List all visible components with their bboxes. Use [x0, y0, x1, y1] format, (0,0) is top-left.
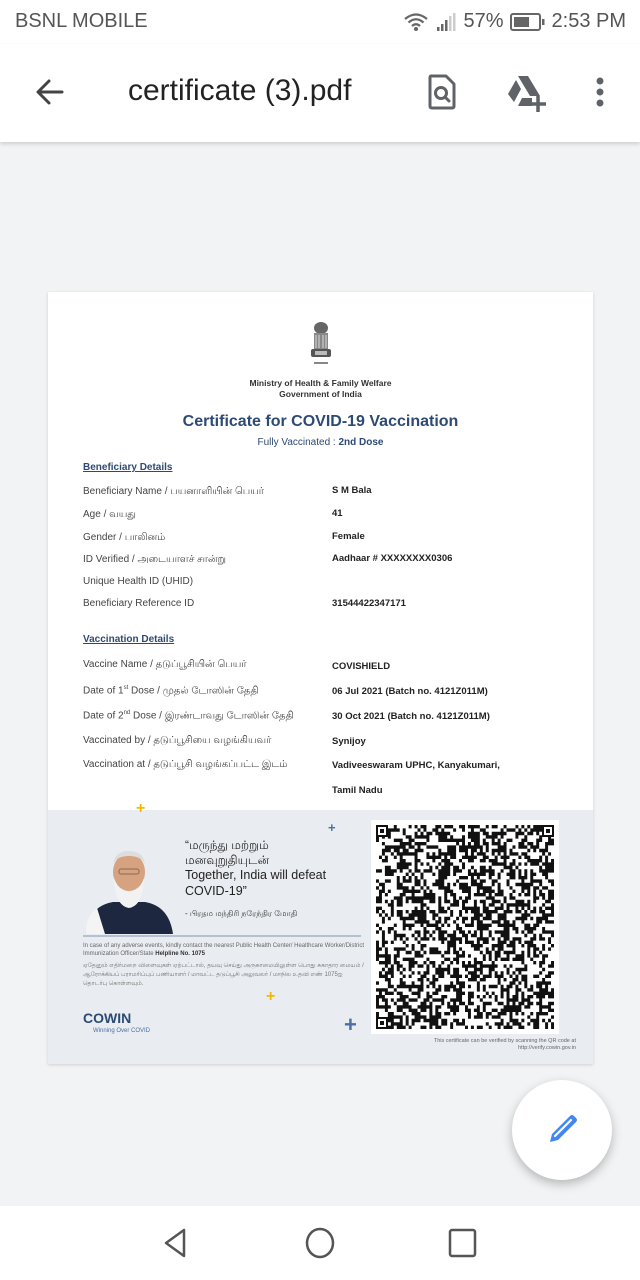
- first-dose-label: [83, 685, 259, 697]
- adverse-events-notice: [83, 942, 368, 959]
- vaccine-name-value: COVISHIELD: [332, 661, 391, 672]
- qr-modules: [376, 825, 554, 1029]
- nav-home-button[interactable]: [303, 1226, 337, 1260]
- document-title: certificate (3).pdf: [128, 74, 352, 107]
- vaccine-name-label: Vaccine Name / தடுப்பூசியின் பெயர்: [83, 659, 247, 670]
- status-icons: [403, 10, 626, 33]
- system-nav-bar: [0, 1206, 640, 1280]
- pdf-page[interactable]: [48, 292, 593, 1064]
- qr-code-image: [376, 825, 554, 1029]
- first-dose-label-text: Date of 1: [83, 685, 124, 697]
- clock: 2:53 PM: [551, 10, 626, 32]
- vaccination-at-state: Tamil Nadu: [332, 785, 383, 796]
- find-in-page-button[interactable]: [420, 70, 464, 114]
- pm-quote: [185, 838, 326, 899]
- more-options-button[interactable]: [578, 70, 622, 114]
- nav-home-icon: [303, 1226, 337, 1260]
- reference-id-label: Beneficiary Reference ID: [83, 598, 195, 609]
- national-emblem-icon: [305, 320, 337, 370]
- age-value: 41: [332, 508, 343, 519]
- beneficiary-details-heading: Beneficiary Details: [83, 462, 173, 473]
- find-in-page-icon: [420, 70, 464, 114]
- edit-pencil-icon: [544, 1112, 580, 1148]
- nav-recents-icon: [446, 1226, 480, 1260]
- first-dose-value: 06 Jul 2021 (Batch no. 4121Z011M): [332, 686, 488, 697]
- quote-english-line-1: Together, India will defeat: [185, 868, 327, 882]
- battery-percent: 57%: [463, 10, 504, 32]
- adverse-events-text: In case of any adverse events, kindly contact the nearest Public Health Center/ Healthcare Worker/District Immunization Officer/State: [83, 943, 365, 958]
- nav-recents-button[interactable]: [446, 1226, 480, 1260]
- vaccinated-by-label: Vaccinated by / தடுப்பூசியை வழங்கியவர்: [83, 735, 272, 746]
- helpline-number: Helpline No. 1075: [155, 951, 205, 958]
- divider-line: [83, 935, 361, 937]
- government-name: Government of India: [279, 389, 362, 399]
- reference-id-value: 31544422347171: [332, 598, 406, 609]
- beneficiary-name-value: S M Bala: [332, 485, 372, 496]
- pm-portrait-image: [83, 848, 175, 934]
- app-bar: [0, 44, 640, 142]
- decor-plus-icon: +: [328, 820, 336, 835]
- status-bar: [0, 0, 640, 44]
- vaccination-details-heading: Vaccination Details: [83, 634, 175, 645]
- vaccination-at-value: Vadiveeswaram UPHC, Kanyakumari,: [332, 760, 500, 771]
- pm-quote-banner: [48, 800, 593, 1064]
- id-verified-label: ID Verified / அடையாளச் சான்று: [83, 554, 226, 565]
- second-dose-label-rest: Dose / இரண்டாவது டோஸின் தேதி: [130, 710, 294, 722]
- qr-code[interactable]: [371, 820, 559, 1034]
- decor-plus-icon: +: [136, 800, 146, 817]
- qr-finder-pattern: [542, 825, 554, 837]
- battery-icon: [510, 12, 546, 32]
- second-dose-label-text: Date of 2: [83, 710, 124, 722]
- wifi-icon: [403, 12, 429, 32]
- quote-tamil-line-1: “மருந்து மற்றும்: [185, 838, 269, 852]
- nav-back-button[interactable]: [160, 1226, 194, 1260]
- decor-plus-icon: +: [266, 988, 276, 1005]
- gender-value: Female: [332, 531, 365, 542]
- vaccinated-by-value: Synijoy: [332, 736, 366, 747]
- uhid-label: Unique Health ID (UHID): [83, 576, 194, 587]
- cowin-tagline: Winning Over COVID: [93, 1028, 151, 1034]
- edit-fab-button[interactable]: [512, 1080, 612, 1180]
- vaccination-at-label: Vaccination at / தடுப்பூசி வழங்கப்பட்ட இடம்: [83, 759, 288, 770]
- second-dose-label: [83, 710, 294, 722]
- drive-add-icon: [504, 70, 548, 114]
- second-dose-label-sup: nd: [123, 710, 131, 716]
- more-vert-icon: [578, 70, 622, 114]
- verify-url[interactable]: http://verify.cowin.gov.in: [518, 1045, 576, 1052]
- qr-finder-pattern: [376, 1017, 388, 1029]
- quote-english-line-2: COVID-19”: [185, 883, 247, 898]
- first-dose-label-sup: st: [123, 685, 129, 691]
- subtitle-prefix: Fully Vaccinated :: [257, 437, 339, 448]
- cowin-logo: COWIN: [83, 1010, 132, 1026]
- dose-status: 2nd Dose: [338, 437, 384, 448]
- nav-back-icon: [160, 1226, 194, 1260]
- adverse-events-notice-tamil: ஏதேனும் எதிர்மறை விளைவுகள் ஏற்பட்டால், தயவு செய்து அருகாமையிலுள்ள பொது சுகாதார மையம் / ஆரோக்கியப் பராமரிப்புப் பணியாளர் / மாவட்ட தடுப்பூசி அலுவலர் / மாநில உதவி எண் 1075ஐ தொடர்பு கொள்ளவும்.: [83, 963, 364, 987]
- quote-tamil-line-2: மனவுறுதியுடன்: [185, 853, 270, 867]
- second-dose-value: 30 Oct 2021 (Batch no. 4121Z011M): [332, 711, 490, 722]
- first-dose-label-rest: Dose / முதல் டோஸின் தேதி: [128, 685, 259, 697]
- ministry-name: Ministry of Health & Family Welfare: [249, 378, 392, 388]
- certificate-title: Certificate for COVID-19 Vaccination: [182, 413, 459, 430]
- id-verified-value: Aadhaar # XXXXXXXX0306: [332, 553, 453, 564]
- qr-finder-pattern: [376, 825, 388, 837]
- beneficiary-name-label: Beneficiary Name / பயனாளியின் பெயர்: [83, 486, 265, 497]
- add-to-drive-button[interactable]: [504, 70, 548, 114]
- back-button[interactable]: [30, 72, 70, 112]
- verify-notice: [368, 1038, 576, 1052]
- decor-plus-icon: +: [344, 1012, 357, 1037]
- gender-label: Gender / பாலினம்: [83, 532, 166, 543]
- carrier-name: BSNL MOBILE: [15, 10, 148, 32]
- quote-attribution: - பிரதம மந்திரி நரேந்திர மோதி: [185, 909, 298, 918]
- signal-icon: [435, 12, 457, 32]
- verify-text: This certificate can be verified by scanning the QR code at: [433, 1038, 576, 1044]
- age-label: Age / வயது: [83, 509, 136, 520]
- back-arrow-icon: [30, 72, 70, 112]
- certificate-subtitle: [48, 437, 593, 448]
